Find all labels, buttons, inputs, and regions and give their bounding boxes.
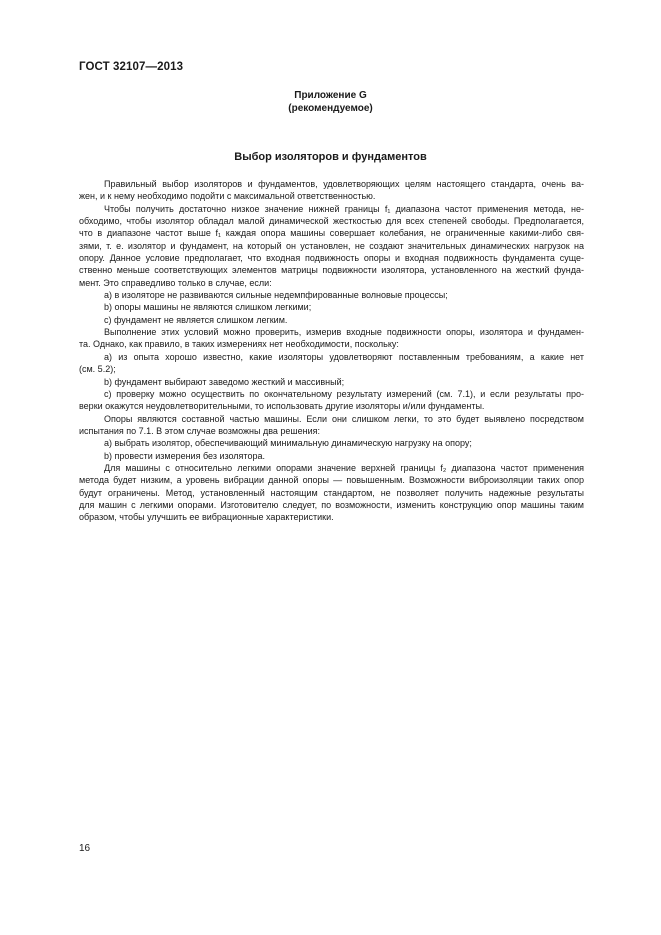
text-line: обходимо, чтобы изолятор обладал малой динамической жесткостью для всех степеней свободы. Предполагается, — [79, 216, 584, 227]
text-line: та. Однако, как правило, в таких измерениях нет необходимости, поскольку: — [79, 339, 399, 350]
text-line: мент. Это справедливо только в случае, если: — [79, 277, 272, 288]
text-line: с) проверку можно осуществить по окончательному результату измерений (см. 7.1), и если результаты про- — [104, 388, 584, 399]
text-line: метода будет низким, а уровень вибрации данной опоры — повышенным. Возможности виброизоляции таких опор — [79, 475, 584, 486]
text-line: опору. Данное условие предполагает, что входная подвижность опоры и входная подвижность фундамента суще- — [79, 253, 584, 264]
text-line: ственно меньше соответствующих элементов матрицы подвижности изолятора, установленного на жесткий фунда- — [79, 265, 584, 276]
text-line: b) фундамент выбирают заведомо жесткий и массивный; — [104, 376, 345, 387]
text-line: образом, чтобы улучшить ее вибрационные характеристики. — [79, 512, 334, 523]
text-line: Чтобы получить достаточно низкое значение нижней границы f₁ диапазона частот применения метода, не- — [104, 203, 584, 214]
body-text — [79, 178, 584, 524]
annex-title: Приложение G — [294, 90, 367, 101]
text-line: b) опоры машины не являются слишком легкими; — [104, 302, 312, 313]
document-code: ГОСТ 32107—2013 — [79, 61, 184, 73]
text-line: Для машины с относительно легкими опорами значение верхней границы f₂ диапазона частот применения — [104, 462, 584, 473]
text-line: Правильный выбор изоляторов и фундаментов, удовлетворяющих целям настоящего стандарта, очень ва- — [104, 179, 584, 189]
text-line: а) выбрать изолятор, обеспечивающий минимальную динамическую нагрузку на опору; — [104, 438, 472, 449]
section-title: Выбор изоляторов и фундаментов — [234, 151, 427, 163]
text-line: зями, т. е. изолятор и фундамент, на который он установлен, не создают значительных динамических нагрузок на — [79, 240, 584, 251]
text-line: испытания по 7.1. В этом случае возможны два решения: — [79, 425, 321, 436]
text-line: (см. 5.2); — [79, 364, 116, 375]
text-line: а) из опыта хорошо известно, какие изоляторы удовлетворяют поставленным требованиям, а какие нет — [104, 351, 584, 362]
text-line: Выполнение этих условий можно проверить, измерив входные подвижности опоры, изолятора и фундамен- — [104, 327, 584, 338]
annex-status: (рекомендуемое) — [288, 103, 373, 114]
text-line: будут ограничены. Метод, установленный настоящим стандартом, не позволяет получить надежные результаты — [79, 487, 584, 498]
text-line: b) провести измерения без изолятора. — [104, 450, 265, 461]
text-line: а) в изоляторе не развиваются сильные недемпфированные волновые процессы; — [104, 290, 448, 301]
text-line: для машин с легкими опорами. Изготовителю следует, по возможности, изменить конструкцию опор машины таким — [79, 499, 584, 510]
text-line: что в диапазоне частот выше f₁ каждая опора машины совершает колебания, не ограниченные какими-либо свя- — [79, 228, 584, 239]
text-line: Опоры являются составной частью машины. Если они слишком легки, то это будет выявлено посредством — [104, 413, 584, 424]
text-line: с) фундамент не является слишком легким. — [104, 314, 288, 325]
text-line: верки окажутся неудовлетворительными, то использовать другие изоляторы и/или фундаменты. — [79, 401, 485, 412]
text-line: жен, и к нему необходимо подойти с максимальной ответственностью. — [79, 191, 376, 202]
page-number: 16 — [79, 843, 91, 854]
